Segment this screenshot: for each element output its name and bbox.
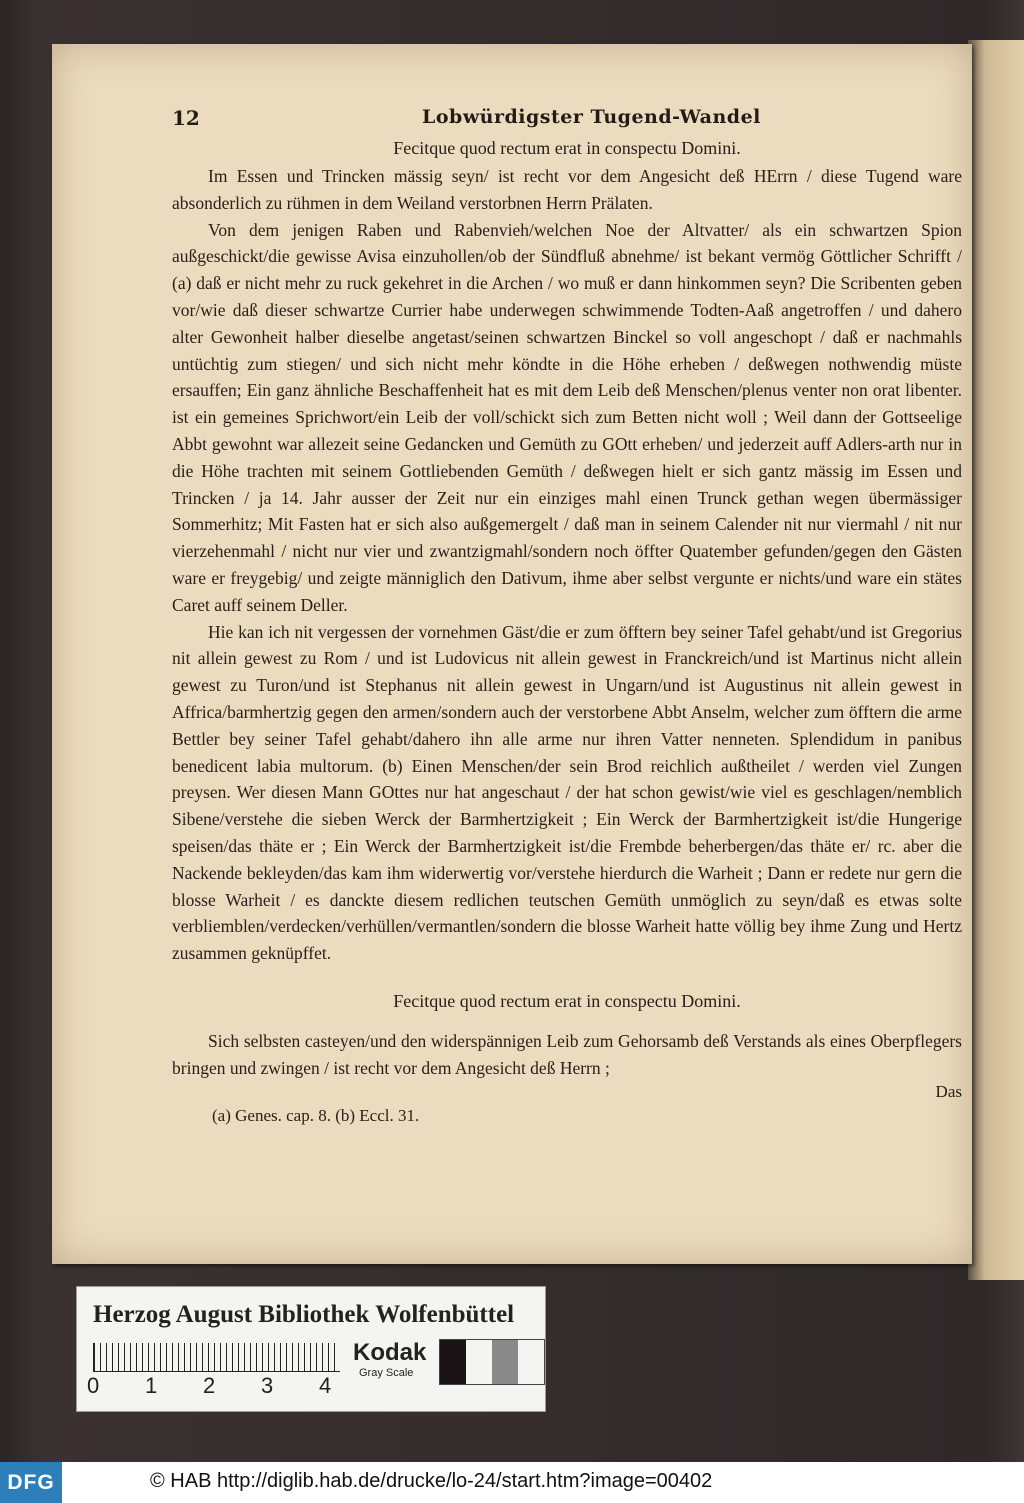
motto-1: Fecitque quod rectum erat in conspectu Domini. bbox=[393, 138, 741, 158]
footnotes: (a) Genes. cap. 8. (b) Eccl. 31. bbox=[212, 1105, 420, 1125]
dfg-logo: DFG bbox=[0, 1462, 62, 1503]
ruler-number: 3 bbox=[261, 1373, 274, 1398]
library-name: Herzog August Bibliothek Wolfenbüttel bbox=[93, 1301, 515, 1328]
page-number: 12 bbox=[172, 106, 200, 130]
catchword: Das bbox=[935, 1081, 962, 1101]
paragraph-2: Von dem jenigen Raben und Rabenvieh/welchen Noe der Altvatter/ als ein schwartzen Spion außgeschickt/die gewisse Avisa einzuhollen/ob der Sündfluß abnehme/ ist bekant vermög Göttlicher Schrifft / (a) daß er nicht mehr zu ruck gekehret in die Archen / wo muß er dann hinkommen seyn? Die Scribenten geben vor/wie daß dieser schwartze Currier habe underwegen schwimmende Todten-Aaß angetroffen / und dahero alter Gewonheit halber dieselbe angetast/seinen schwartzen Binckel so voll angeschopt / daß er nachmahls untüchtig zum stiegen/ und sich nicht mehr köndte in die Höhe erheben / deßwegen nothwendig müste ersauffen; Ein ganz ähnliche Beschaffenheit hat es mit dem Leib deß Menschen/plenus venter non orat libenter. ist ein gemeines Sprichwort/ein Leib der voll/schickt sich zum Betten nicht woll ; Weil dann der Gottseelige Abbt gewohnt war allezeit seine Gedancken und Gemüth zu GOtt erheben/ und jederzeit auff Adlers-arth nur in die Höhe trachten mit seinem Gottliebenden Gemüth / deßwegen hielt er sich gantz mässig im Essen und Trincken / ja 14. Jahr ausser der Zeit nur ein einziges mahl einen Trunck gethan wegen übermässiger Sommerhitz; Mit Fasten hat er sich also außgemergelt / daß man in seinem Calender nit nur viermahl / nit nur vierzehenmahl / nicht nur vier und zwantzigmahl/sondern noch öffter Quatember gefunden/gegen den Gästen ware er freygebig/ und zeigte männiglich den Dativum, ihme aber selbst vergunte er nichts/und ware ein stätes Caret auff seinem Deller. bbox=[172, 219, 962, 615]
gray-swatches bbox=[439, 1339, 545, 1385]
ruler-number: 1 bbox=[145, 1373, 158, 1398]
ruler-number: 4 bbox=[319, 1373, 332, 1398]
paragraph-4: Sich selbsten casteyen/und den widerspännigen Leib zum Gehorsamb deß Verstands als eines Oberpflegers bringen und zwingen / ist recht vor dem Angesicht deß Herrn ; bbox=[172, 1030, 962, 1078]
ruler-number: 0 bbox=[87, 1373, 100, 1398]
copyright-credit: © HAB http://diglib.hab.de/drucke/lo-24/start.htm?image=00402 bbox=[150, 1470, 713, 1492]
scale-ruler bbox=[93, 1343, 340, 1372]
color-target-card bbox=[76, 1286, 546, 1412]
footer-bar bbox=[0, 1462, 1024, 1503]
motto-2: Fecitque quod rectum erat in conspectu Domini. bbox=[393, 990, 741, 1011]
ruler-number: 2 bbox=[203, 1373, 216, 1398]
adjacent-page-edge bbox=[968, 40, 1024, 1280]
gray-scale-label: Gray Scale bbox=[359, 1367, 414, 1379]
running-head bbox=[172, 106, 962, 136]
page-text-block bbox=[172, 106, 962, 1126]
paragraph-1: Im Essen und Trincken mässig seyn/ ist recht vor dem Angesicht deß HErrn / diese Tugend ware absonderlich zu rühmen in dem Weiland verstorbnen Herrn Prälaten. bbox=[172, 166, 962, 213]
book-page bbox=[52, 44, 972, 1264]
paragraph-3: Hie kan ich nit vergessen der vornehmen Gäst/die er zum öfftern bey seiner Tafel gehabt/und ist Gregorius nit allein gewest zu Rom / und ist Ludovicus nit allein gewest in Franckreich/und ist Martinus nicht allein gewest zu Turon/und ist Stephanus nit allein gewest in Ungarn/und ist Augustinus nit allein gewest in Affrica/barmhertzig gegen den armen/sondern auch der verstorbene Abbt Anselm, welcher zum öfftern die arme Bettler bey seiner Tafel gehabt/dahero ihn alle arme nur ihren Vatter nenneten. Splendidum in panibus benedicent labia multorum. (b) Einen Menschen/der sein Brod reichlich außtheilet / werden viel Zungen preysen. Wer diesen Mann GOttes nur hat angeschaut / der hat schon gewist/wie viel es geschlagen/nemblich Sibene/verstehe die sieben Werck der Barmhertzigkeit ; Ein Werck der Barmhertzigkeit ist/die Hungerige speisen/das thäte er ; Ein Werck der Barmhertzigkeit ist/die Frembde beherbergen/das thäte er/ rc. aber die Nackende bekleyden/das kam ihm widerwertig vor/verstehe hierdurch die Warheit ; Dann er redete nur gern die blosse Warheit / es danckte diesem redlichen teutschen Gemüth unmöglich zu seyn/daß es etwas solte verbliemblen/verdecken/verhüllen/vermantlen/sondern die blosse Warheit hatte völlig bey ihme Zung und Hertz zusammen geknüpffet. bbox=[172, 621, 962, 964]
swatch-white bbox=[466, 1340, 492, 1384]
swatch-light bbox=[518, 1340, 544, 1384]
swatch-gray bbox=[492, 1340, 518, 1384]
kodak-logo: Kodak bbox=[353, 1339, 427, 1366]
running-title: Lobwürdigster Tugend-Wandel bbox=[422, 106, 761, 128]
swatch-black bbox=[440, 1340, 466, 1384]
